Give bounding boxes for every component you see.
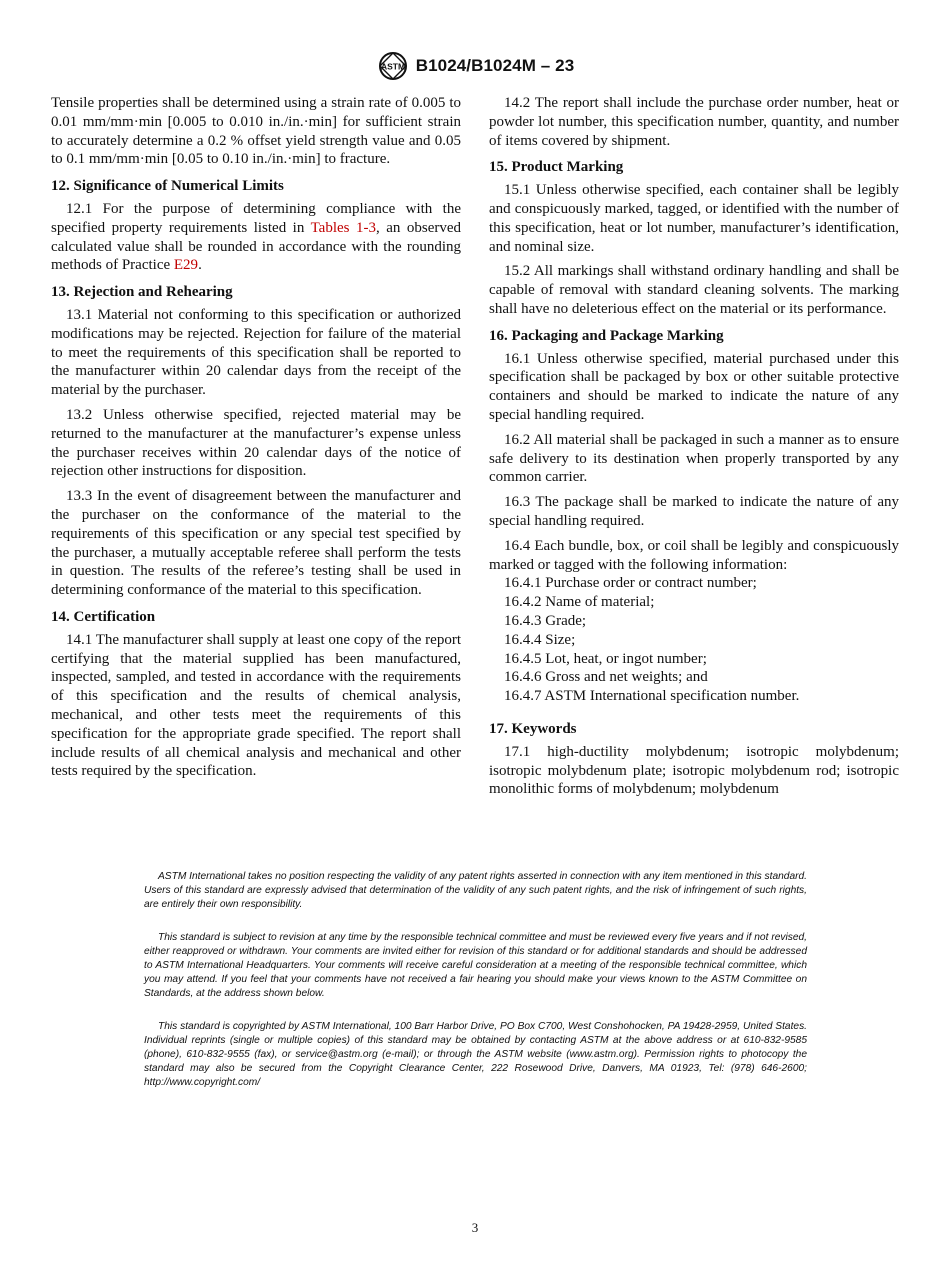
section-12-heading: 12. Significance of Numerical Limits [51,178,284,195]
page-number: 3 [471,1220,479,1235]
revision-notice: This standard is subject to revision at any time by the responsible technical committee and must be reviewed every five years and if not revised, either reapproved or withdrawn. Your comments are invited either for revision of this standard or for additional standards and should be addressed to ASTM International Headquarters. Your comments will receive careful consideration at a meeting of the responsible technical committee, which you may attend. If you feel that your comments have not received a fair hearing you should make your views known to the ASTM Committee on Standards, at the address shown below. [144,932,807,999]
e29-link[interactable]: E29 [173,257,199,274]
paragraph-16-4: 16.4 Each bundle, box, or coil shall be legibly and conspicuously marked or tagged with the following information: [489,537,899,573]
footer-notes [144,870,807,1109]
svg-text:ASTM: ASTM [380,61,405,72]
paragraph-13-3: 13.3 In the event of disagreement between the manufacturer and the purchaser on the conformance of the material to the requirements of this specification or any special test specified by the purchaser, a mutually acceptable referee shall perform the tests in question. The results of the referee’s testing shall be used in determining conformance of the material to this specification. [51,488,461,599]
paragraph-12-1-text-c: . [198,257,202,274]
list-item: 16.4.6 Gross and net weights; and [504,669,708,686]
section-14-heading: 14. Certification [51,608,156,625]
paragraph-17-1: 17.1 high-ductility molybdenum; isotropic molybdenum; isotropic molybdenum plate; isotropic molybdenum rod; isotropic monolithic forms of molybdenum; molybdenum [489,743,899,798]
marking-info-list [489,574,899,706]
list-item: 16.4.7 ASTM International specification number. [504,688,800,705]
standard-designation: B1024/B1024M – 23 [415,56,575,75]
tensile-paragraph: Tensile properties shall be determined using a strain rate of 0.005 to 0.01 mm/mm·min [0.005 to 0.010 in./in.·min] for sufficient strain to accurately determine a 0.2 % offset yield strength value and 0.05 to 0.1 mm/mm·min [0.05 to 0.10 in./in.·min] to fracture. [51,95,461,168]
paragraph-16-2: 16.2 All material shall be packaged in such a manner as to ensure safe delivery to its destination when properly transported by any common carrier. [489,431,899,486]
paragraph-16-1: 16.1 Unless otherwise specified, material purchased under this specification shall be packaged by box or other suitable protective containers and should be marked to indicate the nature of any special handling required. [489,350,899,423]
paragraph-15-2: 15.2 All markings shall withstand ordinary handling and shall be capable of removal with standard cleaning solvents. The marking shall have no deleterious effect on the material or its performance. [489,263,899,317]
list-item: 16.4.2 Name of material; [504,594,655,611]
paragraph-12-1-text-a: 12.1 For the purpose of determining compliance with the specified property requirements listed in [51,200,461,236]
paragraph-14-1: 14.1 The manufacturer shall supply at least one copy of the report certifying that the material supplied has been manufactured, inspected, sampled, and tested in accordance with the requirements of this specification and the results of chemical analysis, mechanical, and other tests meet the requirements of this specification for the appropriate grade specified. The report shall include results of all chemical analysis and mechanical and other tests required by the specification. [51,631,461,780]
paragraph-13-1: 13.1 Material not conforming to this specification or authorized modifications may be rejected. Rejection for failure of the material to meet the requirements of this specification shall be reported to the manufacturer within 20 calendar days from the receipt of the material by the purchaser. [51,306,461,399]
list-item: 16.4.5 Lot, heat, or ingot number; [504,650,707,667]
paragraph-16-3: 16.3 The package shall be marked to indicate the nature of any special handling required. [489,494,899,529]
paragraph-12-1-text-b: , an observed calculated value shall be rounded in accordance with the rounding methods of Practice [51,219,462,274]
page-header [0,50,950,86]
copyright-notice: This standard is copyrighted by ASTM International, 100 Barr Harbor Drive, PO Box C700, West Conshohocken, PA 19428-2959, United States. Individual reprints (single or multiple copies) of this standard may be obtained by contacting ASTM at the above address or at 610-832-9585 (phone), 610-832-9555 (fax), or service@astm.org (e-mail); or through the ASTM website (www.astm.org). Permission rights to photocopy the standard may also be secured from the Copyright Clearance Center, 222 Rosewood Drive, Danvers, MA 01923, Tel: (978) 646-2600; http://www.copyright.com/ [144,1021,807,1088]
tables-1-3-link[interactable]: Tables 1-3 [310,219,376,236]
section-15-heading: 15. Product Marking [489,159,624,176]
patent-notice: ASTM International takes no position respecting the validity of any patent rights asserted in connection with any item mentioned in this standard. Users of this standard are expressly advised that determination of the validity of any such patent rights, and the risk of infringement of such rights, are entirely their own responsibility. [144,871,807,910]
section-16-heading: 16. Packaging and Package Marking [489,327,724,344]
paragraph-15-1: 15.1 Unless otherwise specified, each container shall be legibly and conspicuously marked, tagged, or identified with the number of this specification, heat or lot number, manufacturer’s identification, and nominal size. [489,182,899,255]
right-column [489,94,899,805]
left-column [51,94,461,787]
section-17-heading: 17. Keywords [489,720,577,737]
section-13-heading: 13. Rejection and Rehearing [51,284,233,301]
list-item: 16.4.3 Grade; [504,612,587,629]
list-item: 16.4.1 Purchase order or contract number; [504,575,757,592]
header-wrap [376,50,575,82]
paragraph-12-1 [51,200,461,275]
list-item: 16.4.4 Size; [504,631,576,648]
paragraph-13-2: 13.2 Unless otherwise specified, rejected material may be returned to the manufacturer at the manufacturer’s expense unless the purchaser receives within 20 calendar days of the notice of rejection other instructions for disposition. [51,406,461,480]
paragraph-14-2: 14.2 The report shall include the purchase order number, heat or powder lot number, this specification number, quantity, and number of items covered by shipment. [489,95,899,149]
astm-logo-icon [376,50,410,82]
